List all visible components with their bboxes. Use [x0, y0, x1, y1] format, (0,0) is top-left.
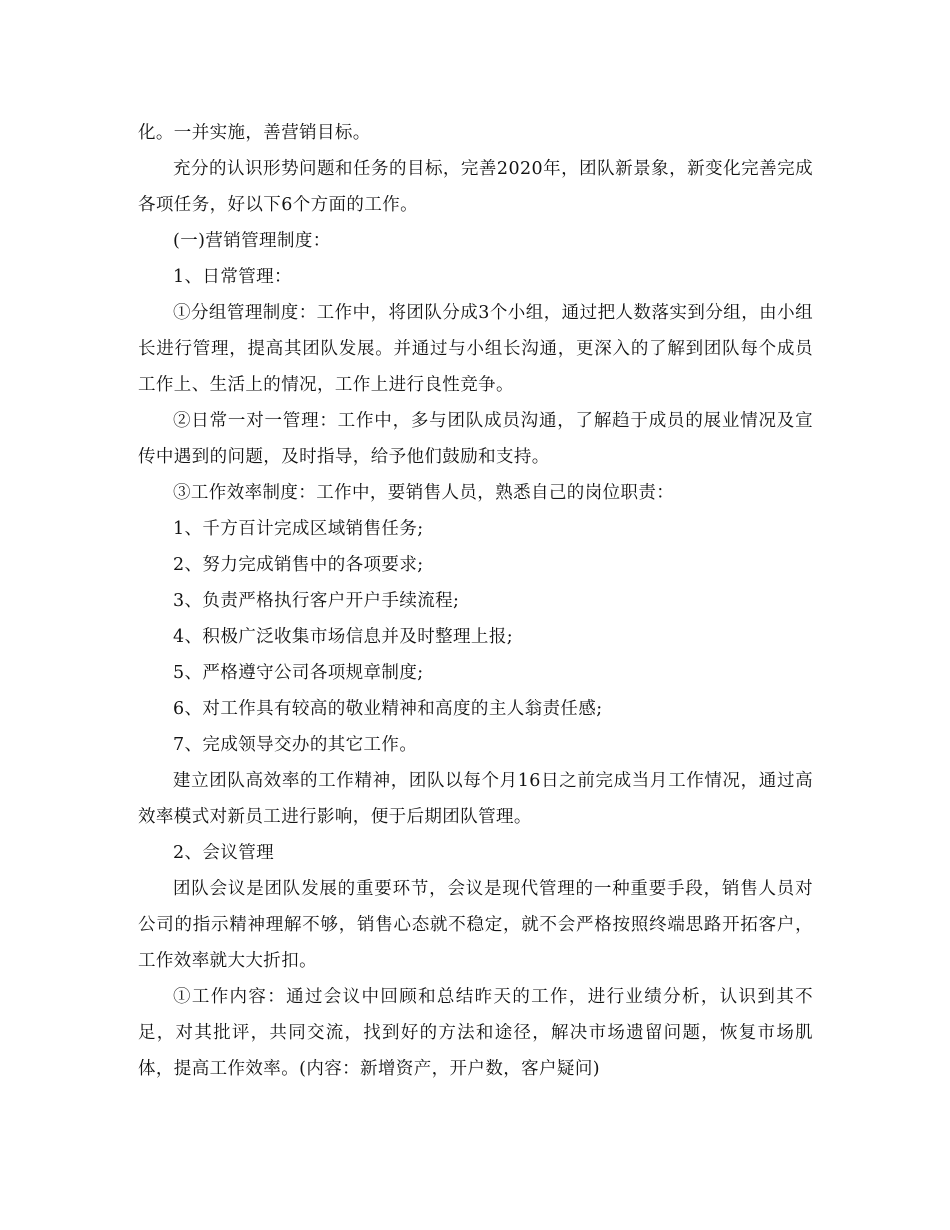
document-body — [138, 115, 813, 1087]
paragraph-work-content: ①工作内容：通过会议中回顾和总结昨天的工作，进行业绩分析，认识到其不足，对其批评，共同交流，找到好的方法和途径，解决市场遗留问题，恢复市场肌体，提高工作效率。(内容：新增资产，开户数，客户疑问) — [138, 987, 813, 1079]
paragraph-2: 充分的认识形势问题和任务的目标，完善2020年，团队新景象，新变化完善完成各项任务，好以下6个方面的工作。 — [138, 159, 813, 215]
list-item-5: 5、严格遵守公司各项规章制度; — [173, 663, 424, 683]
paragraph-group-management: ①分组管理制度：工作中，将团队分成3个小组，通过把人数落实到分组，由小组长进行管理，提高其团队发展。并通过与小组长沟通，更深入的了解到团队每个成员工作上、生活上的情况，工作上进行良性竞争。 — [138, 303, 813, 395]
list-item-4: 4、积极广泛收集市场信息并及时整理上报; — [173, 627, 514, 647]
list-item-6: 6、对工作具有较高的敬业精神和高度的主人翁责任感; — [173, 699, 603, 719]
paragraph-efficiency-system: ③工作效率制度：工作中，要销售人员，熟悉自己的岗位职责： — [173, 483, 675, 503]
paragraph-team-efficiency: 建立团队高效率的工作精神，团队以每个月16日之前完成当月工作情况，通过高效率模式对新员工进行影响，便于后期团队管理。 — [138, 771, 813, 827]
list-item-3: 3、负责严格执行客户开户手续流程; — [173, 591, 460, 611]
list-item-1: 1、千方百计完成区域销售任务; — [173, 519, 424, 539]
paragraph-1: 化。一并实施，善营销目标。 — [138, 123, 371, 143]
subheading-meeting-management: 2、会议管理 — [173, 843, 275, 863]
paragraph-team-meeting: 团队会议是团队发展的重要环节，会议是现代管理的一种重要手段，销售人员对公司的指示精神理解不够，销售心态就不稳定，就不会严格按照终端思路开拓客户，工作效率就大大折扣。 — [138, 879, 813, 971]
subheading-daily-management: 1、日常管理： — [173, 267, 292, 287]
list-item-2: 2、努力完成销售中的各项要求; — [173, 555, 424, 575]
list-item-7: 7、完成领导交办的其它工作。 — [173, 735, 418, 755]
section-heading-marketing-management: (一)营销管理制度： — [173, 231, 331, 251]
paragraph-one-on-one: ②日常一对一管理：工作中，多与团队成员沟通，了解趋于成员的展业情况及宣传中遇到的问题，及时指导，给予他们鼓励和支持。 — [138, 411, 813, 467]
